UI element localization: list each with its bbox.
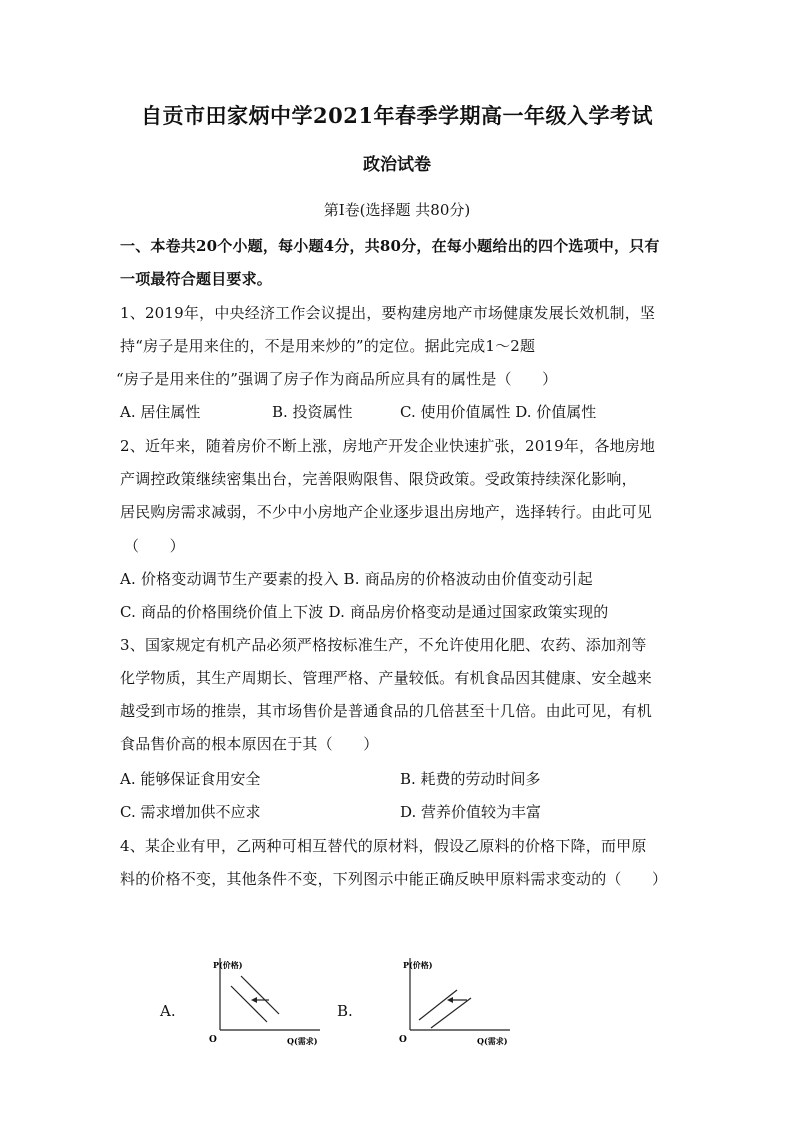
figure-b-svg [385, 950, 525, 1050]
q3-option-b: B. 耗费的劳动时间多 [400, 770, 541, 788]
figure-b-y-label: P(价格) [403, 960, 433, 970]
figure-b-label: B. [337, 1002, 353, 1020]
q1-option-a: A. 居住属性 [120, 403, 201, 421]
q1-option-cd: C. 使用价值属性 D. 价值属性 [400, 403, 597, 421]
q1-line-1: 1、2019年，中央经济工作会议提出，要构建房地产市场健康发展长效机制，坚 [120, 304, 656, 322]
q3-option-d: D. 营养价值较为丰富 [400, 803, 542, 821]
q2-line-4: （ ） [124, 537, 185, 555]
figure-a-arrow-head [251, 997, 257, 1003]
q2-line-1: 2、近年来，随着房价不断上涨，房地产开发企业快速扩张，2019年，各地房地 [120, 437, 656, 455]
figure-b-x-label: Q(需求) [477, 1036, 508, 1046]
exam-subtitle: 政治试卷 [363, 155, 431, 175]
figure-a-x-label: Q(需求) [287, 1036, 318, 1046]
figure-a-demand-curve-2 [241, 976, 279, 1014]
figure-b-demand-curve-1 [419, 990, 457, 1020]
instructions-line-2: 一项最符合题目要求。 [120, 270, 273, 288]
figure-b-origin: O [399, 1035, 407, 1045]
figure-a-y-label: P(价格) [213, 960, 243, 970]
q2-options-ab: A. 价格变动调节生产要素的投入 B. 商品房的价格波动由价值变动引起 [120, 570, 593, 588]
figure-a-demand-graph [195, 950, 335, 1050]
section-heading: 第Ⅰ卷(选择题 共80分) [323, 201, 471, 219]
figure-b-demand-graph [385, 950, 525, 1050]
q2-line-2: 产调控政策继续密集出台，完善限购限售、限贷政策。受政策持续深化影响， [120, 470, 637, 488]
q3-line-2: 化学物质，其生产周期长、管理严格、产量较低。有机食品因其健康、安全越来 [120, 669, 653, 687]
figure-a-origin: O [209, 1035, 217, 1045]
q1-line-3: “房子是用来住的”强调了房子作为商品所应具有的属性是（ ） [116, 370, 558, 388]
q4-line-1: 4、某企业有甲，乙两种可相互替代的原材料，假设乙原料的价格下降，而甲原 [120, 837, 647, 855]
q2-options-cd: C. 商品的价格围绕价值上下波 D. 商品房价格变动是通过国家政策实现的 [120, 603, 609, 621]
q1-option-b: B. 投资属性 [272, 403, 353, 421]
figure-b-demand-curve-2 [431, 998, 471, 1028]
q4-line-2: 料的价格不变，其他条件不变，下列图示中能正确反映甲原料需求变动的（ ） [120, 870, 668, 888]
q3-line-3: 越受到市场的推崇，其市场售价是普通食品的几倍甚至十几倍。由此可见，有机 [120, 702, 653, 720]
figure-a-demand-curve-1 [231, 986, 267, 1022]
instructions-line-1: 一、本卷共20个小题，每小题4分，共80分，在每小题给出的四个选项中，只有 [120, 237, 660, 255]
figure-a-label: A. [160, 1002, 176, 1020]
q1-line-2: 持“房子是用来住的，不是用来炒的”的定位。据此完成1～2题 [120, 337, 536, 355]
figure-a-svg [195, 950, 335, 1050]
q3-option-c: C. 需求增加供不应求 [120, 803, 261, 821]
exam-title: 自贡市田家炳中学2021年春季学期高一年级入学考试 [141, 103, 653, 128]
q2-line-3: 居民购房需求减弱，不少中小房地产企业逐步退出房地产，选择转行。由此可见 [120, 503, 653, 521]
q3-line-1: 3、国家规定有机产品必须严格按标准生产，不允许使用化肥、农药、添加剂等 [120, 636, 647, 654]
q3-line-4: 食品售价高的根本原因在于其（ ） [120, 735, 379, 753]
q3-option-a: A. 能够保证食用安全 [120, 770, 261, 788]
